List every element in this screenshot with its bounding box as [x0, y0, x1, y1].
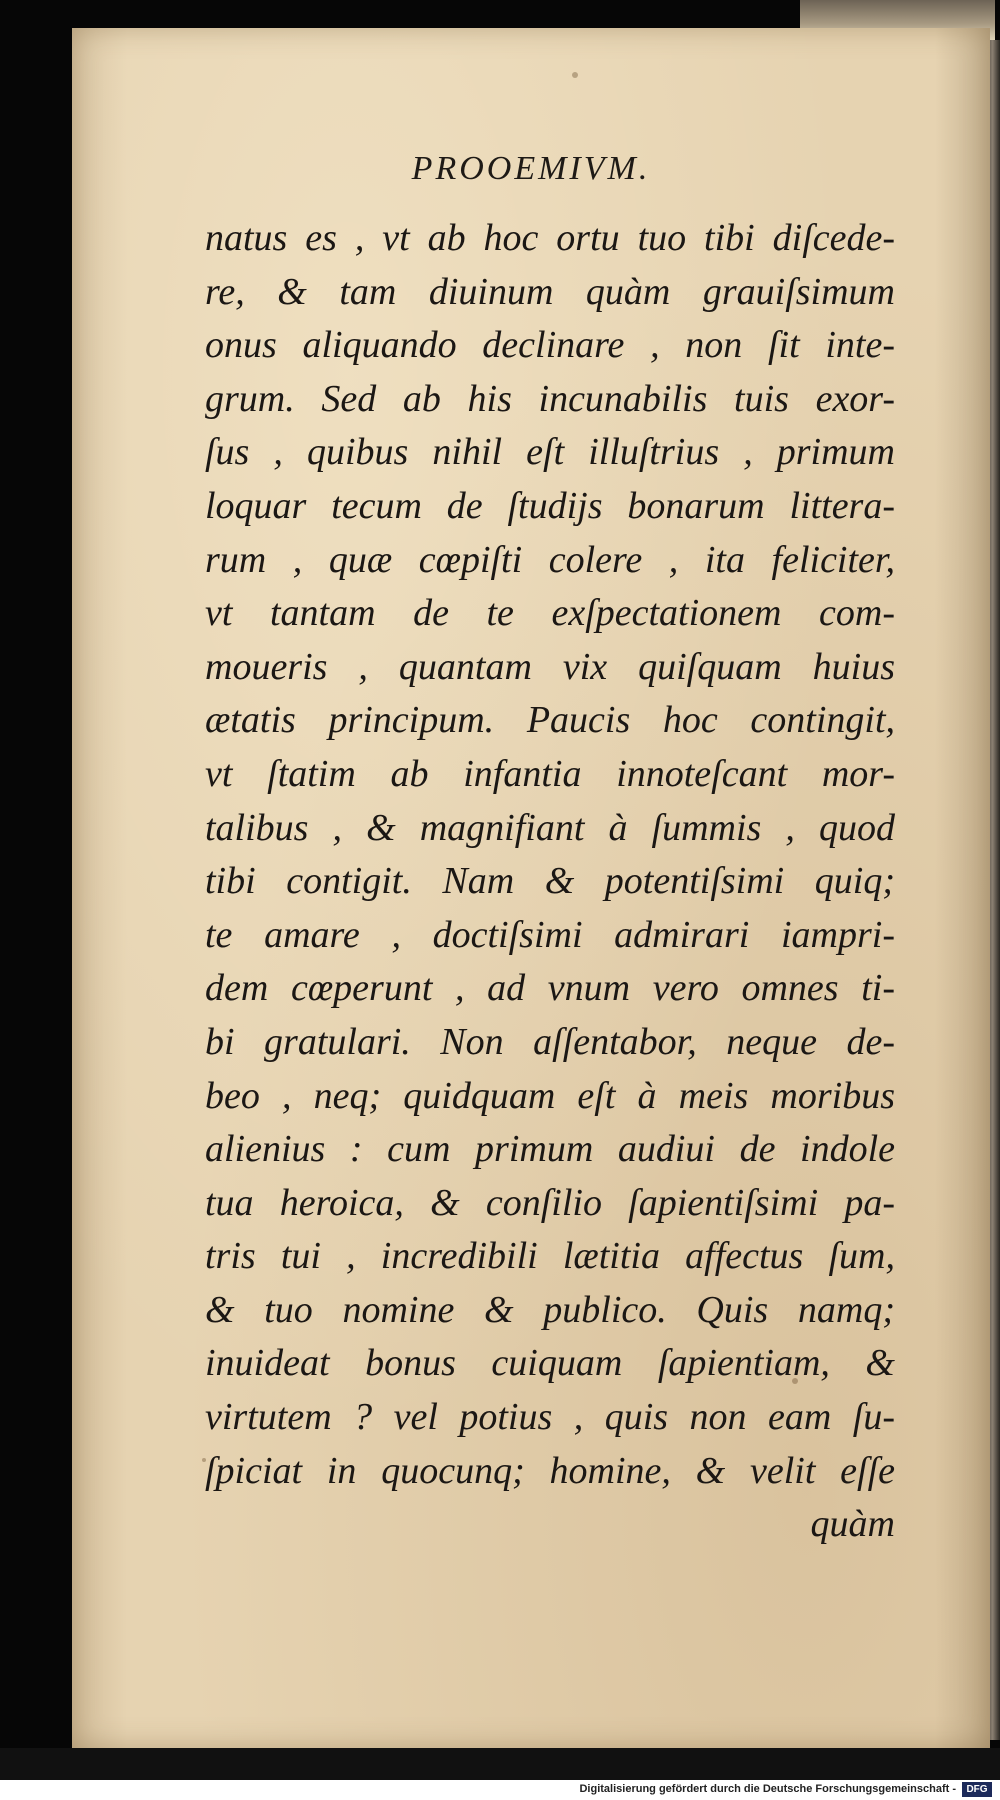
- text-line: beo , neq; quidquam eſt à meis moribus: [205, 1074, 895, 1117]
- text-line: bi gratulari. Non aſſentabor, neque de-: [205, 1020, 895, 1063]
- text-line: tua heroica, & conſilio ſapientiſsimi pa-: [205, 1181, 895, 1224]
- text-line: loquar tecum de ſtudijs bonarum littera-: [205, 484, 895, 527]
- dfg-logo: DFG: [962, 1782, 992, 1797]
- body-text: [205, 212, 895, 1552]
- text-line: natus es , vt ab hoc ortu tuo tibi diſcede-: [205, 217, 895, 259]
- digitization-footer: [0, 1780, 1000, 1800]
- text-line: moueris , quantam vix quiſquam huius: [205, 645, 895, 688]
- text-line: re, & tam diuinum quàm grauiſsimum: [205, 270, 895, 313]
- scan-bottom-edge: [0, 1748, 1000, 1780]
- text-line: virtutem ? vel potius , quis non eam ſu-: [205, 1396, 895, 1439]
- text-line: ſpiciat in quocunq; homine, & velit eſſe: [205, 1449, 895, 1492]
- footer-credit: Digitalisierung gefördert durch die Deutsche Forschungsgemeinschaft -: [579, 1783, 956, 1795]
- text-line: tibi contigit. Nam & potentiſsimi quiq;: [205, 860, 895, 903]
- text-line: onus aliquando declinare , non ſit inte-: [205, 324, 895, 367]
- running-head: PROOEMIVM.: [411, 150, 651, 187]
- text-line: tris tui , incredibili lætitia affectus ſum,: [205, 1235, 895, 1278]
- catchword: quàm: [810, 1503, 895, 1546]
- text-line: alienius : cum primum audiui de indole: [205, 1128, 895, 1171]
- text-line: vt ſtatim ab infantia innoteſcant mor-: [205, 752, 895, 795]
- text-line: & tuo nomine & publico. Quis namq;: [205, 1288, 895, 1331]
- text-line: ætatis principum. Paucis hoc contingit,: [205, 699, 895, 742]
- text-line: te amare , doctiſsimi admirari iampri-: [205, 913, 895, 956]
- paper-spot: [572, 72, 578, 78]
- text-line: inuideat bonus cuiquam ſapientiam, &: [205, 1342, 895, 1385]
- text-line: grum. Sed ab his incunabilis tuis exor-: [205, 377, 895, 420]
- text-line: dem cœperunt , ad vnum vero omnes ti-: [205, 967, 895, 1010]
- text-line: vt tantam de te exſpectationem com-: [205, 592, 895, 635]
- text-line: ſus , quibus nihil eſt illuſtrius , primum: [205, 431, 895, 474]
- text-line: rum , quæ cœpiſti colere , ita feliciter,: [205, 538, 895, 581]
- text-line: talibus , & magnifiant à ſummis , quod: [205, 806, 895, 849]
